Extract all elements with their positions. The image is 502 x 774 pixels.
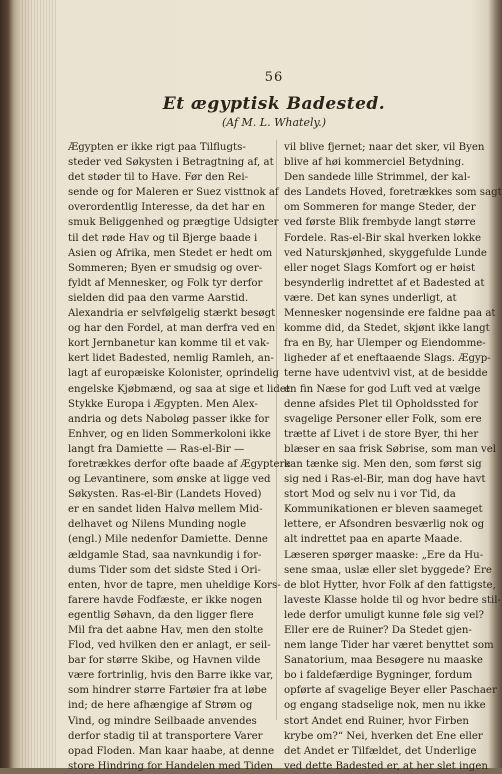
text-line: sielden did paa den varme Aarstid. — [68, 292, 249, 304]
text-line: ligheder af et eneftaaende Slags. Ægyp- — [284, 353, 491, 365]
text-line: engelske Kjøbmænd, og saa at sige et lidet — [68, 383, 290, 395]
text-line: fyldt af Mennesker, og Folk tyr derfor — [68, 277, 263, 289]
text-line: lagt af europæiske Kolonister, oprindelig — [68, 368, 280, 380]
text-line: lettere, er Afsondren besværlig nok og — [284, 519, 485, 531]
text-line: bo i faldefærdige Bygninger, fordum — [284, 670, 473, 682]
text-line: er en sandet liden Halvø mellem Mid- — [68, 504, 263, 516]
text-line: derfor stadig til at transportere Varer — [68, 730, 263, 742]
text-line: steder ved Søkysten i Betragtning af, at — [68, 157, 274, 169]
text-line: blive af høi kommerciel Betydning. — [284, 157, 465, 169]
text-line: (engl.) Mile nedenfor Damiette. Denne — [68, 534, 268, 546]
text-line: Eller ere de Ruiner? Da Stedet gjen- — [284, 625, 472, 636]
text-line: smuk Beliggenhed og prægtige Udsigter — [68, 217, 279, 229]
text-column-left — [68, 140, 291, 774]
text-line: des Landets Hoved, foretrækkes som sagt — [284, 187, 502, 199]
text-line: ved dette Badested er, at her slet ingen — [284, 760, 488, 772]
text-line: delhavet og Nilens Munding nogle — [68, 519, 247, 531]
text-line: som hindrer større Fartøier fra at løbe — [68, 685, 267, 697]
text-line: Stykke Europa i Ægypten. Men Alex- — [68, 398, 258, 410]
text-line: Asien og Afrika, men Stedet er hedt om — [68, 247, 273, 259]
text-line: opad Floden. Man kaar haabe, at denne — [68, 745, 275, 757]
text-line: Sanatorium, maa Besøgere nu maaske — [284, 655, 483, 667]
text-line: ind; de here afhængige af Strøm og — [68, 700, 253, 712]
text-line: foretrækkes derfor ofte baade af Ægyptere — [68, 458, 291, 470]
text-line: sig ned i Ras-el-Bir, man dog have havt — [284, 474, 486, 486]
text-line: og har den Fordel, at man derfra ved en — [68, 323, 276, 335]
text-line: Kommunikationen er bleven saameget — [284, 504, 483, 516]
text-line: enten, hvor de tapre, men uheldige Kors- — [68, 579, 281, 591]
text-line: være. Det kan synes underligt, at — [284, 292, 457, 304]
text-line: eller noget Slags Komfort og er høist — [284, 262, 476, 274]
text-line: langt fra Damiette — Ras-el-Bir — — [68, 443, 245, 455]
page-number: 56 — [264, 70, 284, 85]
text-line: Ægypten er ikke rigt paa Tilflugts- — [68, 142, 246, 153]
text-line: stort Mod og selv nu i vor Tid, da — [284, 489, 456, 501]
text-column-right — [284, 140, 502, 774]
text-line: om Sommeren for mange Steder, der — [284, 202, 476, 214]
text-line: en fin Næse for god Luft ved at vælge — [284, 383, 481, 395]
text-line: lede derfor umuligt kunne føle sig vel? — [284, 609, 484, 621]
text-line: andria og dets Naboløg passer ikke for — [68, 413, 270, 425]
text-line: ved Naturskjønhed, skyggefulde Lunde — [284, 247, 487, 259]
text-line: det Andet er Tilfældet, det Underlige — [284, 745, 477, 757]
text-line: svagelige Personer eller Folk, som ere — [284, 413, 482, 425]
text-line: komme did, da Stedet, skjønt ikke langt — [284, 323, 490, 335]
text-line: besynderlig indrettet af et Badested at — [284, 277, 485, 289]
text-line: Flod, ved hvilken den er anlagt, er seil- — [68, 640, 271, 652]
text-line: Den sandede lille Strimmel, der kal- — [284, 172, 471, 184]
text-line: alt indrettet paa en aparte Maade. — [284, 534, 463, 546]
text-line: Mil fra det aabne Hav, men den stolte — [68, 625, 264, 636]
text-line: opførte af svagelige Beyer eller Paschaer — [284, 685, 497, 697]
text-line: og Levantinere, som ønske at ligge ved — [68, 474, 271, 486]
text-line: blæser en saa frisk Søbrise, som man vel — [284, 443, 497, 455]
text-line: denne afsides Plet til Opholdssted for — [284, 398, 479, 410]
text-line: Alexandria er selvfølgelig stærkt besøgt — [68, 308, 276, 320]
book-page-edges — [22, 0, 58, 768]
text-line: stort Andet end Ruiner, hvor Firben — [284, 715, 469, 727]
page-content — [68, 0, 502, 772]
text-line: det støder til to Have. Før den Rei- — [68, 172, 249, 184]
column-divider — [276, 140, 277, 720]
text-line: kert lidet Badested, nemlig Ramleh, an- — [68, 353, 274, 365]
text-line: vil blive fjernet; naar det sker, vil Byen — [284, 142, 485, 153]
text-line: Enhver, og en liden Sommerkoloni ikke — [68, 428, 271, 440]
article-byline: (Af M. L. Whately.) — [221, 116, 327, 129]
text-line: dums Tider som det sidste Sted i Ori- — [68, 564, 261, 576]
text-line: terne have udentvivl vist, at de besidde — [284, 368, 488, 380]
text-line: trætte af Livet i de store Byer, thi her — [284, 428, 479, 440]
text-line: overordentlig Interesse, da det har en — [68, 202, 265, 214]
text-line: farere havde Fodfæste, er ikke nogen — [68, 594, 263, 606]
text-line: fra en By, har Ulemper og Eiendomme- — [284, 338, 486, 350]
text-line: krybe om?“ Nei, hverken det Ene eller — [284, 730, 483, 742]
text-line: sende og for Maleren er Suez visttnok af — [68, 187, 279, 199]
text-line: Mennesker nogensinde ere faldne paa at — [284, 308, 496, 320]
text-line: Vind, og mindre Seilbaade anvendes — [68, 715, 257, 727]
text-line: til det røde Hav og til Bjerge baade i — [68, 232, 258, 244]
article-title: Et ægyptisk Badested. — [162, 94, 386, 114]
text-line: sene smaa, uslæ eller slet byggede? Ere — [284, 564, 492, 576]
text-line: ved første Blik frembyde langt større — [284, 217, 476, 229]
text-line: bar for større Skibe, og Havnen vilde — [68, 655, 261, 667]
text-line: nem lange Tider har været benyttet som — [284, 640, 494, 652]
text-line: de blot Hytter, hvor Folk af den fattigste, — [284, 579, 496, 591]
text-line: kan tænke sig. Men den, som først sig — [284, 458, 482, 470]
text-line: egentlig Søhavn, da den ligger flere — [68, 609, 254, 621]
text-line: være fortrinlig, hvis den Barre ikke var, — [68, 670, 274, 682]
text-line: laveste Klasse holde til og hvor bedre stil- — [284, 594, 501, 606]
text-line: og engang stadselige nok, men nu ikke — [284, 700, 486, 712]
text-line: Søkysten. Ras-el-Bir (Landets Hoved) — [68, 489, 262, 501]
text-line: ældgamle Stad, saa navnkundig i for- — [68, 549, 262, 561]
text-line: Sommeren; Byen er smudsig og over- — [68, 262, 263, 274]
text-line: Fordele. Ras-el-Bir skal hverken lokke — [284, 232, 482, 244]
text-line: kort Jernbanetur kan komme til et vak- — [68, 338, 270, 350]
text-line: store Hindring for Handelen med Tiden — [68, 760, 274, 772]
text-line: Læseren spørger maaske: „Ere da Hu- — [284, 549, 484, 561]
